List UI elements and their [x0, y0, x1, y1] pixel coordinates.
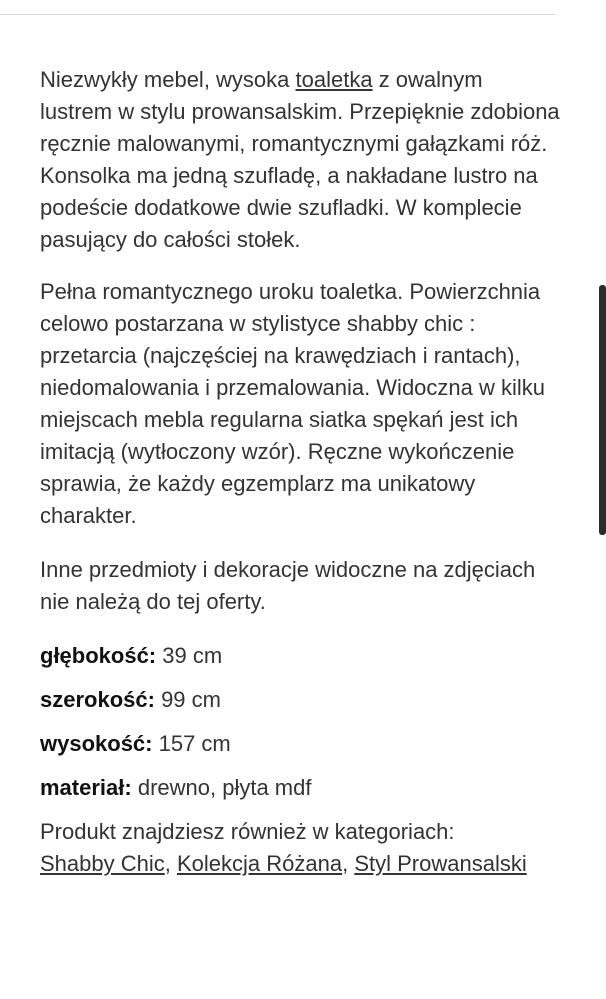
- spec-label: głębokość:: [40, 643, 157, 668]
- spec-value: 39 cm: [156, 643, 223, 668]
- spec-label: wysokość:: [40, 731, 153, 756]
- spec-value: 157 cm: [152, 731, 231, 756]
- description-text: z owalnym lustrem w stylu prowansalskim. Przepięknie zdobiona ręcznie malowanymi, romantycznymi gałązkami róż. Konsolka ma jedną szufladę, a nakładane lustro na podeście dodatkowe dwie szufladki. W komplecie pasujący do całości stołek.: [40, 67, 560, 252]
- spec-depth: [40, 640, 560, 672]
- description-paragraph-2: Pełna romantycznego uroku toaletka. Powierzchnia celowo postarzana w stylistyce shabby chic : przetarcia (najczęściej na krawędziach i rantach), niedomalowania i przemalowania. Widoczna w kilku miejscach mebla regularna siatka spękań jest ich imitacją (wytłoczony wzór). Ręczne wykończenie sprawia, że każdy egzemplarz ma unikatowy charakter.: [40, 279, 546, 528]
- spec-value: drewno, płyta mdf: [131, 775, 312, 800]
- product-description: [40, 64, 560, 880]
- categories-intro: Produkt znajdziesz również w kategoriach:: [40, 819, 455, 844]
- spec-width: [40, 684, 560, 716]
- category-separator: ,: [342, 851, 355, 876]
- category-link-kolekcja-rozana[interactable]: Kolekcja Różana: [176, 851, 343, 876]
- link-toaletka[interactable]: toaletka: [295, 67, 373, 92]
- top-bar: [0, 0, 606, 16]
- categories-block: [40, 816, 560, 880]
- scrollbar[interactable]: [599, 0, 606, 999]
- description-paragraph-3: Inne przedmioty i dekoracje widoczne na zdjęciach nie należą do tej oferty.: [40, 557, 536, 614]
- scrollbar-thumb[interactable]: [599, 285, 606, 535]
- spec-material: [40, 772, 560, 804]
- description-text: Niezwykły mebel, wysoka: [40, 67, 296, 92]
- category-separator: ,: [164, 851, 177, 876]
- category-link-shabby-chic[interactable]: Shabby Chic: [40, 851, 165, 876]
- spec-value: 99 cm: [154, 687, 221, 712]
- description-paragraph-1: [40, 64, 560, 256]
- spec-label: materiał:: [40, 775, 132, 800]
- spec-label: szerokość:: [40, 687, 155, 712]
- spec-height: [40, 728, 560, 760]
- top-divider: [0, 14, 556, 15]
- category-link-styl-prowansalski[interactable]: Styl Prowansalski: [354, 851, 527, 876]
